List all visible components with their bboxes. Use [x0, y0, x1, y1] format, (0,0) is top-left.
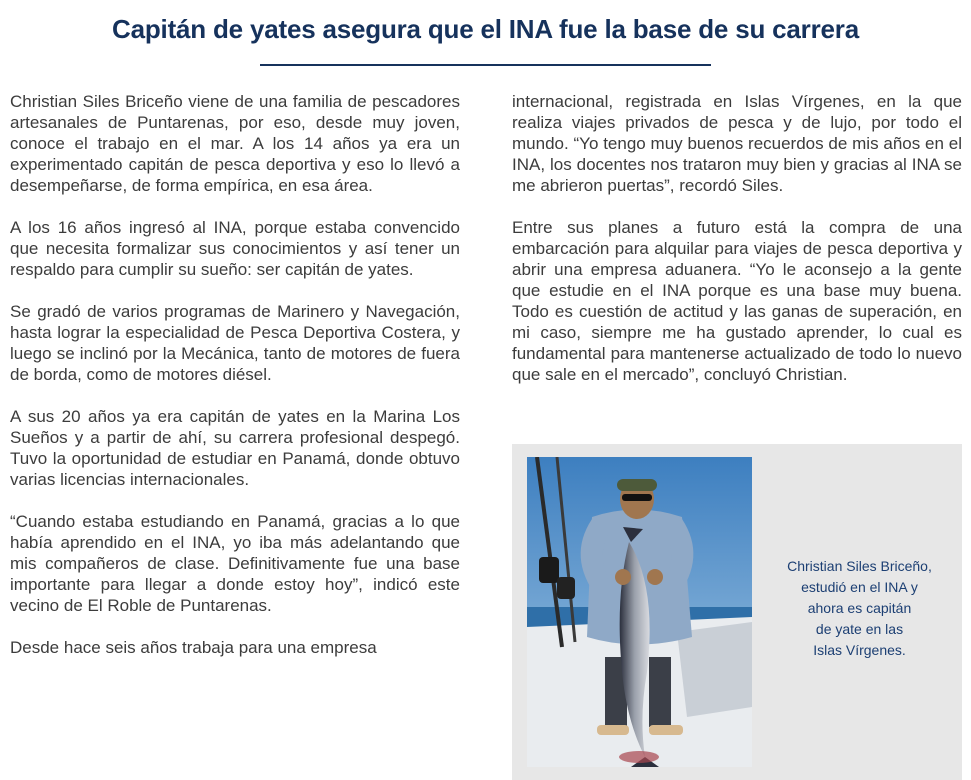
paragraph: A los 16 años ingresó al INA, porque estaba convencido que necesita formalizar sus conocimientos y así tener un respaldo para cumplir su sueño: ser capitán de yates. [10, 218, 460, 279]
right-column [512, 91, 962, 406]
caption-line: de yate en las [815, 621, 904, 637]
left-column [10, 91, 460, 679]
photo-caption [767, 556, 952, 661]
paragraph: Entre sus planes a futuro está la compra de una embarcación para alquilar para viajes de pesca deportiva y abrir una empresa aduanera. “Yo le aconsejo a la gente que estudie en el INA porque es una base muy buena. Todo es cuestión de actitud y las ganas de superación, en mi caso, siempre me ha gustado aprender, lo cual es fundamental para mantenerse actualizado de todo lo nuevo que sale en el mercado”, concluyó Christian. [512, 218, 962, 384]
caption-line: ahora es capitán [807, 600, 912, 616]
paragraph: Se gradó de varios programas de Marinero y Navegación, hasta lograr la especialidad de Pesca Deportiva Costera, y luego se inclinó por la Mecánica, tanto de motores de fuera de borda, como de motores diésel. [10, 302, 460, 384]
paragraph: “Cuando estaba estudiando en Panamá, gracias a lo que había aprendido en el INA, yo iba más adelantando que mis compañeros de clase. Definitivamente fue una base importante para llegar a donde estoy hoy”, indicó este vecino de El Roble de Puntarenas. [10, 512, 460, 615]
paragraph: Desde hace seis años trabaja para una empresa [10, 638, 377, 657]
paragraph: internacional, registrada en Islas Vírgenes, en la que realiza viajes privados de pesca y de lujo, por todo el mundo. “Yo tengo muy buenos recuerdos de mis años en el INA, los docentes nos trataron muy bien y gracias al INA se me abrieron puertas”, recordó Siles. [512, 92, 962, 195]
caption-line: Islas Vírgenes. [813, 642, 906, 658]
caption-line: Christian Siles Briceño, [787, 558, 932, 574]
article-title: Capitán de yates asegura que el INA fue la base de su carrera [112, 14, 859, 44]
fisherman-photo [527, 457, 752, 767]
caption-line: estudió en el INA y [801, 579, 918, 595]
paragraph: A sus 20 años ya era capitán de yates en la Marina Los Sueños y a partir de ahí, su carrera profesional despegó. Tuvo la oportunidad de estudiar en Panamá, donde obtuvo varias licencias internacionales. [10, 407, 460, 489]
title-divider [260, 64, 711, 66]
photo-panel [512, 444, 962, 780]
fisherman-with-tuna-image [527, 457, 752, 767]
paragraph: Christian Siles Briceño viene de una familia de pescadores artesanales de Puntarenas, por eso, desde muy joven, conoce el trabajo en el mar. A los 14 años ya era un experimentado capitán de pesca deportiva y eso lo llevó a desempeñarse, de forma empírica, en esa área. [10, 92, 460, 195]
